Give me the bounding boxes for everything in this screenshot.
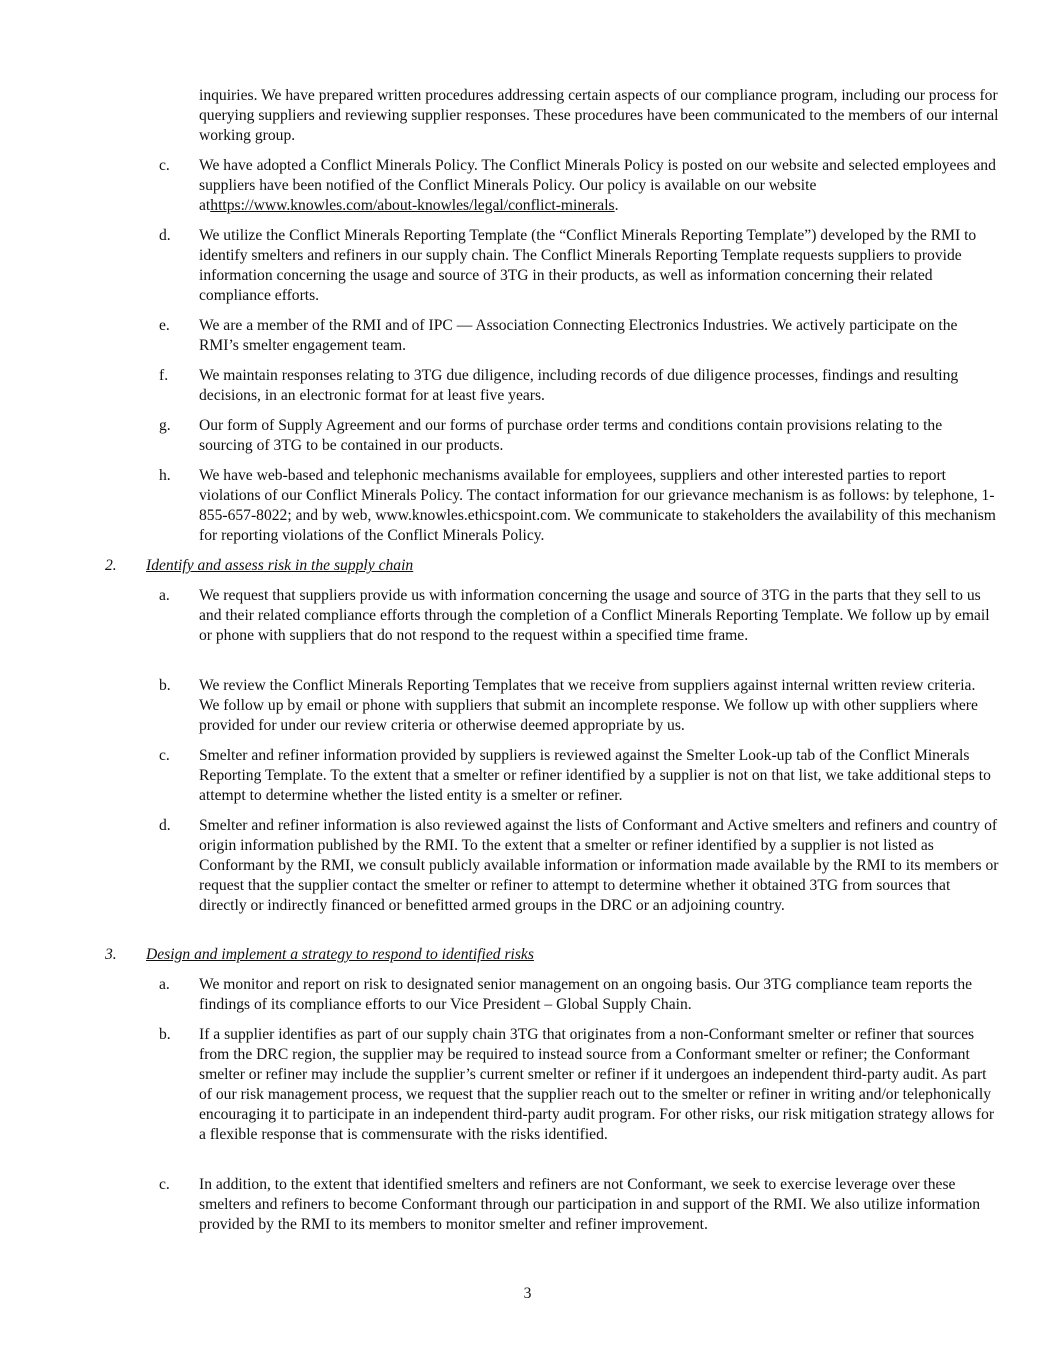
item-text: We utilize the Conflict Minerals Reporting Template (the “Conflict Minerals Reporting Template”) developed by the RMI to identify smelters and refiners in our supply chain. The Conflict Minerals Reporting Template requests suppliers to provide information concerning the usage and source of 3TG in their products, as well as information concerning their related compliance efforts.	[199, 227, 977, 304]
item-text: We monitor and report on risk to designated senior management on an ongoing basis. Our 3TG compliance team reports the findings of its compliance efforts to our Vice President – Global Supply Chain.	[199, 976, 973, 1013]
item-label: f.	[159, 367, 169, 384]
section-title: Design and implement a strategy to respond to identified risks	[146, 946, 534, 963]
item-text: Smelter and refiner information is also reviewed against the lists of Conformant and Active smelters and refiners and country of origin information published by the RMI. To the extent that a smelter or refiner identified by a supplier is not listed as Conformant by the RMI, we consult publicly available information or information made available by the RMI to its members or request that the supplier contact the smelter or refiner to attempt to determine whether it obtained 3TG from sources that directly or indirectly financed or benefitted armed groups in the DRC or an adjoining country.	[199, 817, 999, 914]
item-label: b.	[159, 677, 171, 694]
item-label: d.	[159, 227, 171, 244]
item-text: We review the Conflict Minerals Reporting Templates that we receive from suppliers against internal written review criteria. We follow up by email or phone with suppliers that submit an incomplete response. We follow up with other suppliers where provided for under our review criteria or otherwise deemed appropriate by us.	[199, 677, 978, 734]
section-title: Identify and assess risk in the supply chain	[146, 557, 414, 574]
item-text: We maintain responses relating to 3TG due diligence, including records of due diligence processes, findings and resulting decisions, in an electronic format for at least five years.	[199, 367, 959, 404]
item-label: a.	[159, 976, 170, 993]
item-label: b.	[159, 1026, 171, 1043]
item-label: g.	[159, 417, 171, 434]
item-label: e.	[159, 317, 170, 334]
item-label: a.	[159, 587, 170, 604]
section-number: 3.	[105, 946, 117, 963]
item-label: c.	[159, 1176, 170, 1193]
item-text: We have adopted a Conflict Minerals Policy. The Conflict Minerals Policy is posted on our website and selected employees and suppliers have been notified of the Conflict Minerals Policy. Our policy is available on our website athttps://www.knowles.com/about-knowles/legal/conflict-minerals.	[199, 157, 996, 214]
page-number: 3	[523, 1285, 532, 1302]
continued-paragraph: inquiries. We have prepared written procedures addressing certain aspects of our compliance program, including our process for querying suppliers and reviewing supplier responses. These procedures have been communicated to the members of our internal working group.	[199, 87, 999, 144]
item-label: h.	[159, 467, 171, 484]
section-number: 2.	[105, 557, 117, 574]
item-text: We have web-based and telephonic mechanisms available for employees, suppliers and other interested parties to report violations of our Conflict Minerals Policy. The contact information for our grievance mechanism is as follows: by telephone, 1-855-657-8022; and by web, www.knowles.ethicspoint.com. We communicate to stakeholders the availability of this mechanism for reporting violations of the Conflict Minerals Policy.	[199, 467, 996, 544]
conflict-minerals-policy-link[interactable]: https://www.knowles.com/about-knowles/legal/conflict-minerals	[210, 197, 615, 214]
item-text: We request that suppliers provide us with information concerning the usage and source of 3TG in the parts that they sell to us and their related compliance efforts through the completion of a Conflict Minerals Reporting Template. We follow up by email or phone with suppliers that do not respond to the request within a specified time frame.	[199, 587, 990, 644]
item-text: If a supplier identifies as part of our supply chain 3TG that originates from a non-Conformant smelter or refiner that sources from the DRC region, the supplier may be required to instead source from a Conformant smelter or refiner; the Conformant smelter or refiner may include the supplier’s current smelter or refiner if it undergoes an independent third-party audit. As part of our risk management process, we request that the supplier reach out to the smelter or refiner in writing and/or telephonically encouraging it to participate in an independent third-party audit program. For other risks, our risk mitigation strategy allows for a flexible response that is commensurate with the risks identified.	[199, 1026, 995, 1143]
item-text: We are a member of the RMI and of IPC — Association Connecting Electronics Industries. We actively participate on the RMI’s smelter engagement team.	[199, 317, 958, 354]
item-text: In addition, to the extent that identified smelters and refiners are not Conformant, we seek to exercise leverage over these smelters and refiners to become Conformant through our participation in and support of the RMI. We also utilize information provided by the RMI to its members to monitor smelter and refiner improvement.	[199, 1176, 980, 1233]
item-text: Our form of Supply Agreement and our forms of purchase order terms and conditions contain provisions relating to the sourcing of 3TG to be contained in our products.	[199, 417, 943, 454]
item-label: d.	[159, 817, 171, 834]
item-text: Smelter and refiner information provided by suppliers is reviewed against the Smelter Look-up tab of the Conflict Minerals Reporting Template. To the extent that a smelter or refiner identified by a supplier is not on that list, we take additional steps to attempt to determine whether the listed entity is a smelter or refiner.	[199, 747, 991, 804]
item-label: c.	[159, 157, 170, 174]
item-label: c.	[159, 747, 170, 764]
